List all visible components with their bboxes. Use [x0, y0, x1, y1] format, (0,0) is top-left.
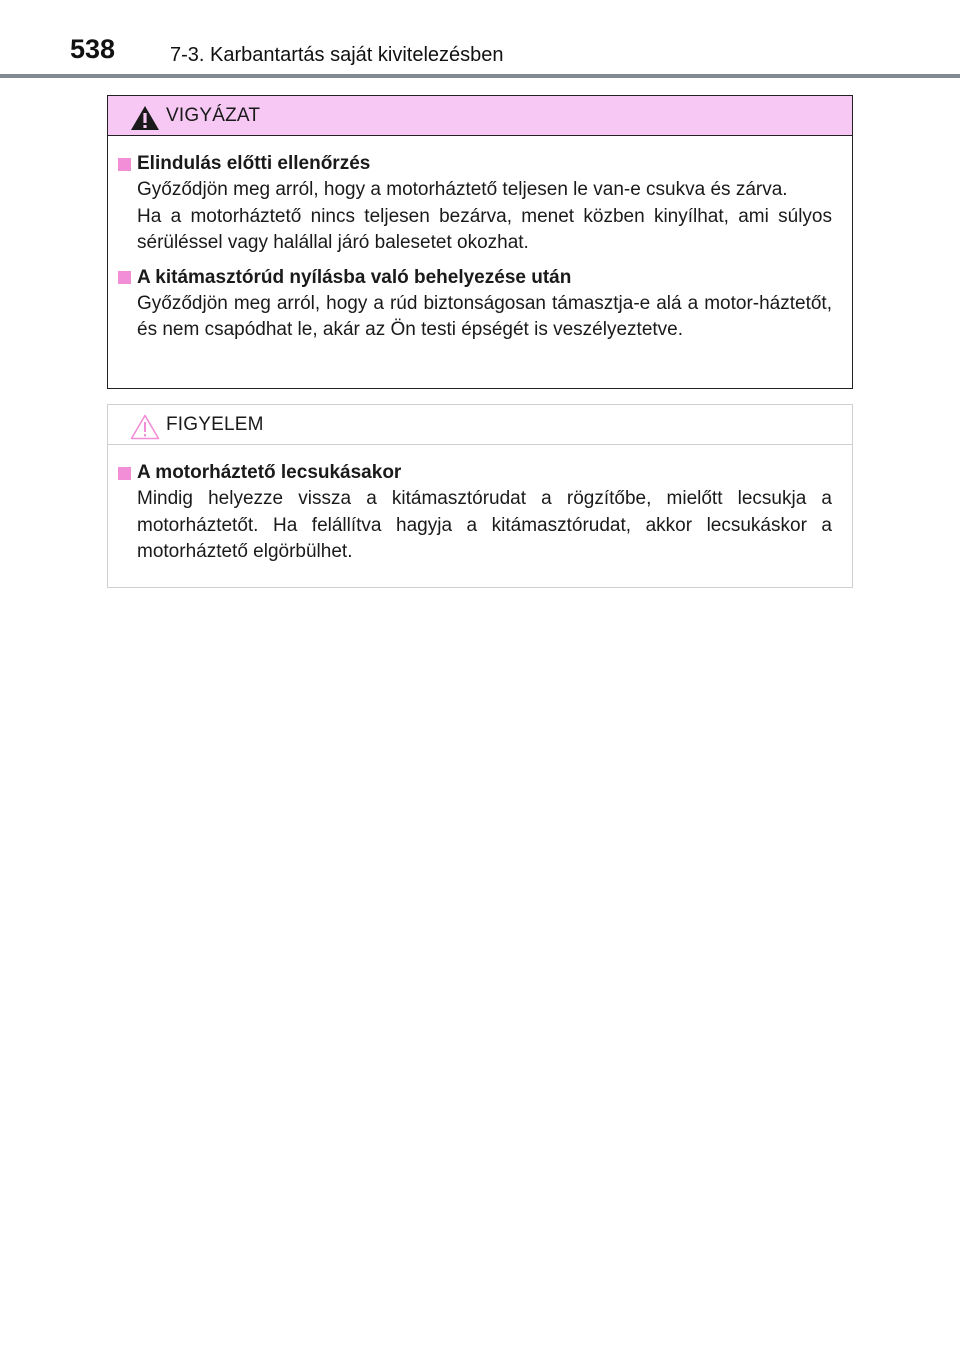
item-title [118, 151, 832, 177]
paragraph: Győződjön meg arról, hogy a rúd biztonságosan támasztja-e alá a motor-háztetőt, és nem csapódhat le, akár az Ön testi épségét is veszélyeztetve. [137, 292, 832, 340]
list-item [118, 151, 832, 257]
notice-box [107, 404, 853, 588]
item-text [118, 291, 832, 344]
warning-box-body [108, 136, 852, 344]
warning-triangle-icon [130, 105, 160, 131]
square-bullet-icon [118, 467, 131, 480]
item-title [118, 265, 832, 291]
item-text [118, 177, 832, 257]
item-title [118, 460, 832, 486]
list-item [118, 460, 832, 566]
warning-box-title: VIGYÁZAT [166, 105, 261, 126]
square-bullet-icon [118, 158, 131, 171]
section-title: 7-3. Karbantartás saját kivitelezésben [170, 44, 504, 66]
list-item [118, 265, 832, 344]
warning-box-header [108, 96, 852, 136]
page-header [0, 0, 960, 78]
caution-outline-triangle-icon [130, 414, 160, 440]
item-title-text: A motorháztető lecsukásakor [137, 462, 402, 483]
notice-box-header [108, 405, 852, 445]
item-title-text: A kitámasztórúd nyílásba való behelyezése után [137, 266, 572, 288]
page-number: 538 [70, 34, 116, 64]
notice-box-body [108, 445, 852, 566]
item-title-text: Elindulás előtti ellenőrzés [137, 153, 371, 174]
paragraph: Mindig helyezze vissza a kitámasztórudat a rögzítőbe, mielőtt lecsukja a motorháztetőt. Ha felállítva hagyja a kitámasztórudat, akkor lecsukáskor a motorháztető elgörbülhet. [137, 488, 832, 562]
header-rule [0, 74, 960, 78]
square-bullet-icon [118, 271, 131, 284]
notice-box-title: FIGYELEM [166, 414, 264, 435]
paragraph: Győződjön meg arról, hogy a motorháztető teljesen le van-e csukva és zárva. [137, 179, 788, 200]
warning-box [107, 95, 853, 389]
item-text [118, 486, 832, 566]
paragraph: Ha a motorháztető nincs teljesen bezárva, menet közben kinyílhat, ami súlyos sérüléssel vagy halállal járó balesetet okozhat. [137, 205, 832, 253]
